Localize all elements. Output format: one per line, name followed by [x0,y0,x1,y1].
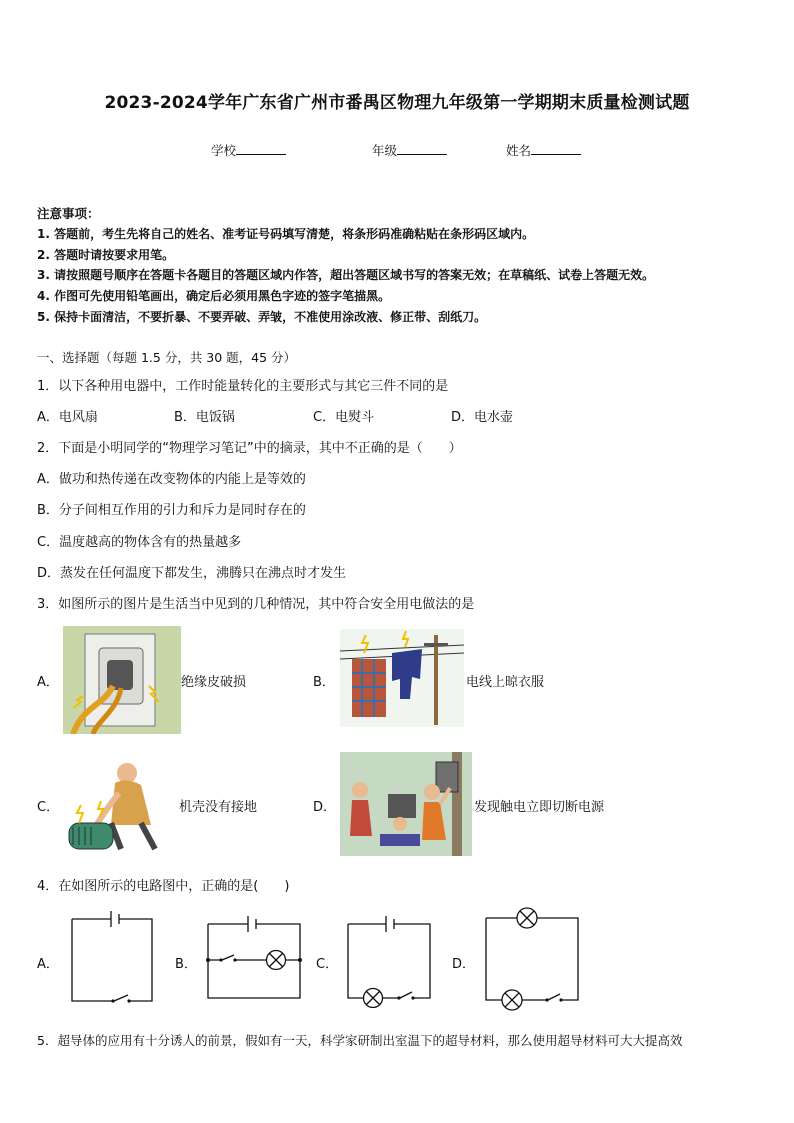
q2-option-b[interactable]: B．分子间相互作用的引力和斥力是同时存在的 [37,503,306,518]
q3-option-b[interactable]: B． [313,675,335,690]
notice-item: 1. 答题前，考生先将自己的姓名、准考证号码填写清楚，将条形码准确粘贴在条形码区域内。 [37,227,535,241]
q2-option-d[interactable]: D．蒸发在任何温度下都发生，沸腾只在沸点时才发生 [37,566,347,581]
grade-label: 年级 [372,143,398,158]
q3-option-d[interactable]: D． [313,800,337,815]
section-heading: 一、选择题（每题 1.5 分，共 30 题，45 分） [37,350,297,365]
q4-option-a[interactable]: A． [37,957,59,972]
ungrounded-machine-illustration [63,753,177,853]
grade-blank[interactable] [397,143,447,155]
q4-option-b[interactable]: B． [175,957,197,972]
q4-option-c[interactable]: C． [316,957,339,972]
school-label: 学校 [211,143,237,158]
circuit-diagram-b [208,916,300,998]
q1-option-b[interactable]: B．电饭锅 [174,410,235,425]
school-field [211,141,286,159]
question-1-stem: 1．以下各种用电器中，工作时能量转化的主要形式与其它三件不同的是 [37,379,449,394]
question-2-stem: 2．下面是小明同学的“物理学习笔记”中的摘录，其中不正确的是（ ） [37,441,462,456]
q3-caption-a: 绝缘皮破损 [181,675,247,690]
notice-item: 3. 请按照题号顺序在答题卡各题目的答题区域内作答，超出答题区域书写的答案无效；在草稿纸、试卷上答题无效。 [37,268,655,282]
q3-caption-d: 发现触电立即切断电源 [474,800,605,815]
grade-field [372,141,447,159]
broken-insulation-illustration [63,626,181,734]
clothes-on-wire-illustration [340,629,464,727]
circuit-diagram-d [480,904,586,1012]
name-label: 姓名 [506,143,532,158]
circuit-diagram-a [66,905,158,1009]
notice-item: 2. 答题时请按要求用笔。 [37,248,175,262]
q2-option-a[interactable]: A．做功和热传递在改变物体的内能上是等效的 [37,472,306,487]
q3-option-c[interactable]: C． [37,800,60,815]
q4-option-d[interactable]: D． [452,957,476,972]
notice-heading: 注意事项： [37,206,100,221]
question-4-stem: 4．在如图所示的电路图中，正确的是( ) [37,879,290,894]
notice-item: 5. 保持卡面清洁，不要折暴、不要弄破、弄皱，不准使用涂改液、修正带、刮纸刀。 [37,310,487,324]
question-5-stem: 5．超导体的应用有十分诱人的前景，假如有一天，科学家研制出室温下的超导材料，那么使用超导材料可大大提高效 [37,1033,683,1048]
q2-option-c[interactable]: C．温度越高的物体含有的热量越多 [37,535,242,550]
cut-power-illustration [340,752,472,856]
q3-caption-c: 机壳没有接地 [179,800,258,815]
q1-option-a[interactable]: A．电风扇 [37,410,98,425]
school-blank[interactable] [236,143,286,155]
q3-caption-b: 电线上晾衣服 [466,675,545,690]
page-title: 2023-2024学年广东省广州市番禺区物理九年级第一学期期末质量检测试题 [104,93,690,113]
q1-option-d[interactable]: D．电水壶 [451,410,514,425]
q1-option-c[interactable]: C．电熨斗 [313,410,375,425]
question-3-stem: 3．如图所示的图片是生活当中见到的几种情况，其中符合安全用电做法的是 [37,597,475,612]
name-blank[interactable] [531,143,581,155]
notice-item: 4. 作图可先使用铅笔画出，确定后必须用黑色字迹的签字笔描黑。 [37,289,391,303]
name-field [506,141,581,159]
circuit-diagram-c [342,912,438,1008]
q3-option-a[interactable]: A． [37,675,59,690]
